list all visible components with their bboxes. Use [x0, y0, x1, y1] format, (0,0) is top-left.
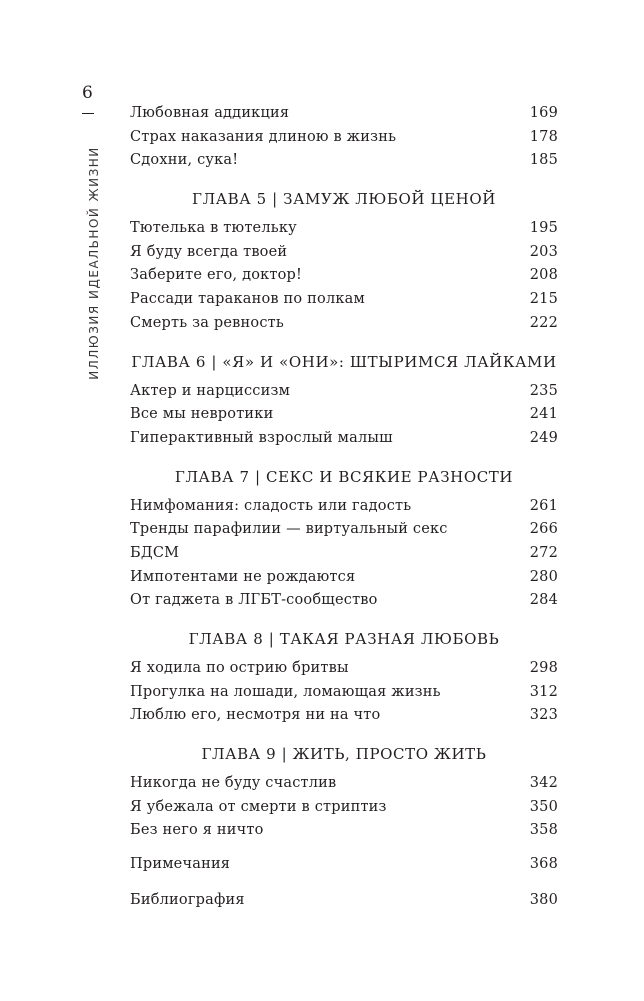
toc-entry — [130, 569, 558, 593]
toc-entry — [130, 129, 558, 153]
toc-entry-page: 266 — [529, 521, 558, 538]
toc-entry — [130, 707, 558, 731]
toc-chapter-6 — [130, 353, 558, 454]
toc-entry — [130, 244, 558, 268]
toc-entry-page: 272 — [529, 544, 558, 561]
toc-entry-page: 185 — [529, 152, 558, 169]
toc-entry-title: Все мы невротики — [130, 406, 274, 423]
toc-entry-title: Смерть за ревность — [130, 314, 284, 331]
toc-entry-page: 222 — [529, 314, 558, 331]
toc-entry-page: 178 — [529, 128, 558, 145]
chapter-heading: ГЛАВА 5 | ЗАМУЖ ЛЮБОЙ ЦЕНОЙ — [192, 190, 496, 209]
toc-entry-page: 208 — [529, 267, 558, 284]
toc-entry-title: Любовная аддикция — [130, 105, 290, 121]
toc-entry-page: 298 — [529, 660, 558, 676]
chapter-heading: ГЛАВА 9 | ЖИТЬ, ПРОСТО ЖИТЬ — [201, 745, 487, 764]
page-number-rule — [82, 113, 94, 114]
toc-entry — [130, 498, 558, 522]
toc-entry-title: Страх наказания длиною в жизнь — [130, 128, 397, 145]
toc-entry — [130, 799, 558, 823]
toc-entry-title: Люблю его, несмотря ни на что — [130, 707, 381, 724]
running-title: ИЛЛЮЗИЯ ИДЕАЛЬНОЙ ЖИЗНИ — [87, 146, 101, 380]
toc-entry — [130, 383, 558, 407]
toc-entry-title: Тютелька в тютельку — [130, 220, 297, 237]
chapter-heading: ГЛАВА 6 | «Я» И «ОНИ»: ШТЫРИМСЯ ЛАЙКАМИ — [131, 352, 557, 371]
toc-entry-page: 195 — [529, 220, 558, 237]
toc-entry-page: 312 — [529, 683, 558, 700]
toc-entry-page: 380 — [529, 891, 558, 908]
toc-entry — [130, 267, 558, 291]
toc-entry-title: Тренды парафилии — виртуальный секс — [130, 521, 448, 538]
toc-entry-title: Сдохни, сука! — [130, 152, 239, 169]
toc-entry-notes — [130, 856, 558, 880]
toc-entry — [130, 105, 558, 129]
toc-entry-page: 280 — [529, 568, 558, 585]
toc-intro-section — [130, 105, 558, 176]
toc-entry-page: 284 — [529, 592, 558, 609]
toc-chapter-8 — [130, 630, 558, 731]
toc-entry-page: 203 — [529, 243, 558, 260]
toc-entry-title: Примечания — [130, 856, 231, 873]
toc-entry-title: Гиперактивный взрослый малыш — [130, 429, 393, 446]
toc-entry — [130, 152, 558, 176]
toc-entry — [130, 684, 558, 708]
toc-entry-page: 350 — [529, 798, 558, 815]
toc-entry-title: Заберите его, доктор! — [130, 267, 303, 284]
table-of-contents — [130, 105, 558, 916]
toc-entry-title: От гаджета в ЛГБТ-сообщество — [130, 592, 378, 609]
toc-entry-page: 358 — [529, 822, 558, 839]
toc-entry-page: 368 — [529, 856, 558, 873]
toc-entry-title: Импотентами не рождаются — [130, 568, 356, 585]
toc-entry — [130, 220, 558, 244]
toc-entry-title: Без него я ничто — [130, 822, 264, 839]
toc-entry — [130, 822, 558, 846]
toc-entry-title: Я убежала от смерти в стриптиз — [130, 798, 387, 815]
chapter-heading: ГЛАВА 8 | ТАКАЯ РАЗНАЯ ЛЮБОВЬ — [188, 630, 500, 648]
toc-entry-title: Никогда не буду счастлив — [130, 775, 337, 792]
toc-entry-title: Актер и нарциссизм — [130, 382, 291, 399]
toc-entry — [130, 406, 558, 430]
toc-entry-page: 215 — [529, 291, 558, 308]
toc-entry-title: Я ходила по острию бритвы — [130, 660, 349, 676]
toc-entry — [130, 545, 558, 569]
toc-entry-page: 261 — [529, 497, 558, 514]
toc-entry-title: Прогулка на лошади, ломающая жизнь — [130, 683, 441, 700]
toc-entry-title: Библиография — [130, 891, 245, 908]
toc-entry — [130, 521, 558, 545]
toc-entry — [130, 660, 558, 684]
toc-entry-title: Рассади тараканов по полкам — [130, 291, 365, 308]
toc-entry-page: 323 — [529, 707, 558, 724]
toc-entry-page: 342 — [529, 775, 558, 792]
toc-entry — [130, 315, 558, 339]
toc-entry-title: Я буду всегда твоей — [130, 243, 288, 260]
toc-entry-page: 235 — [529, 382, 558, 399]
toc-entry-page: 241 — [529, 406, 558, 423]
toc-chapter-7 — [130, 468, 558, 616]
toc-entry-title: Нимфомания: сладость или гадость — [130, 497, 412, 514]
toc-entry-page: 249 — [529, 429, 558, 446]
toc-entry — [130, 430, 558, 454]
page-number: 6 — [82, 83, 93, 103]
toc-entry-page: 169 — [529, 105, 558, 121]
toc-entry — [130, 291, 558, 315]
toc-entry-bibliography — [130, 892, 558, 916]
toc-entry — [130, 775, 558, 799]
toc-entry-title: БДСМ — [130, 544, 180, 561]
toc-chapter-5 — [130, 190, 558, 338]
chapter-heading: ГЛАВА 7 | СЕКС И ВСЯКИЕ РАЗНОСТИ — [174, 467, 514, 486]
toc-entry — [130, 592, 558, 616]
toc-chapter-9 — [130, 745, 558, 846]
